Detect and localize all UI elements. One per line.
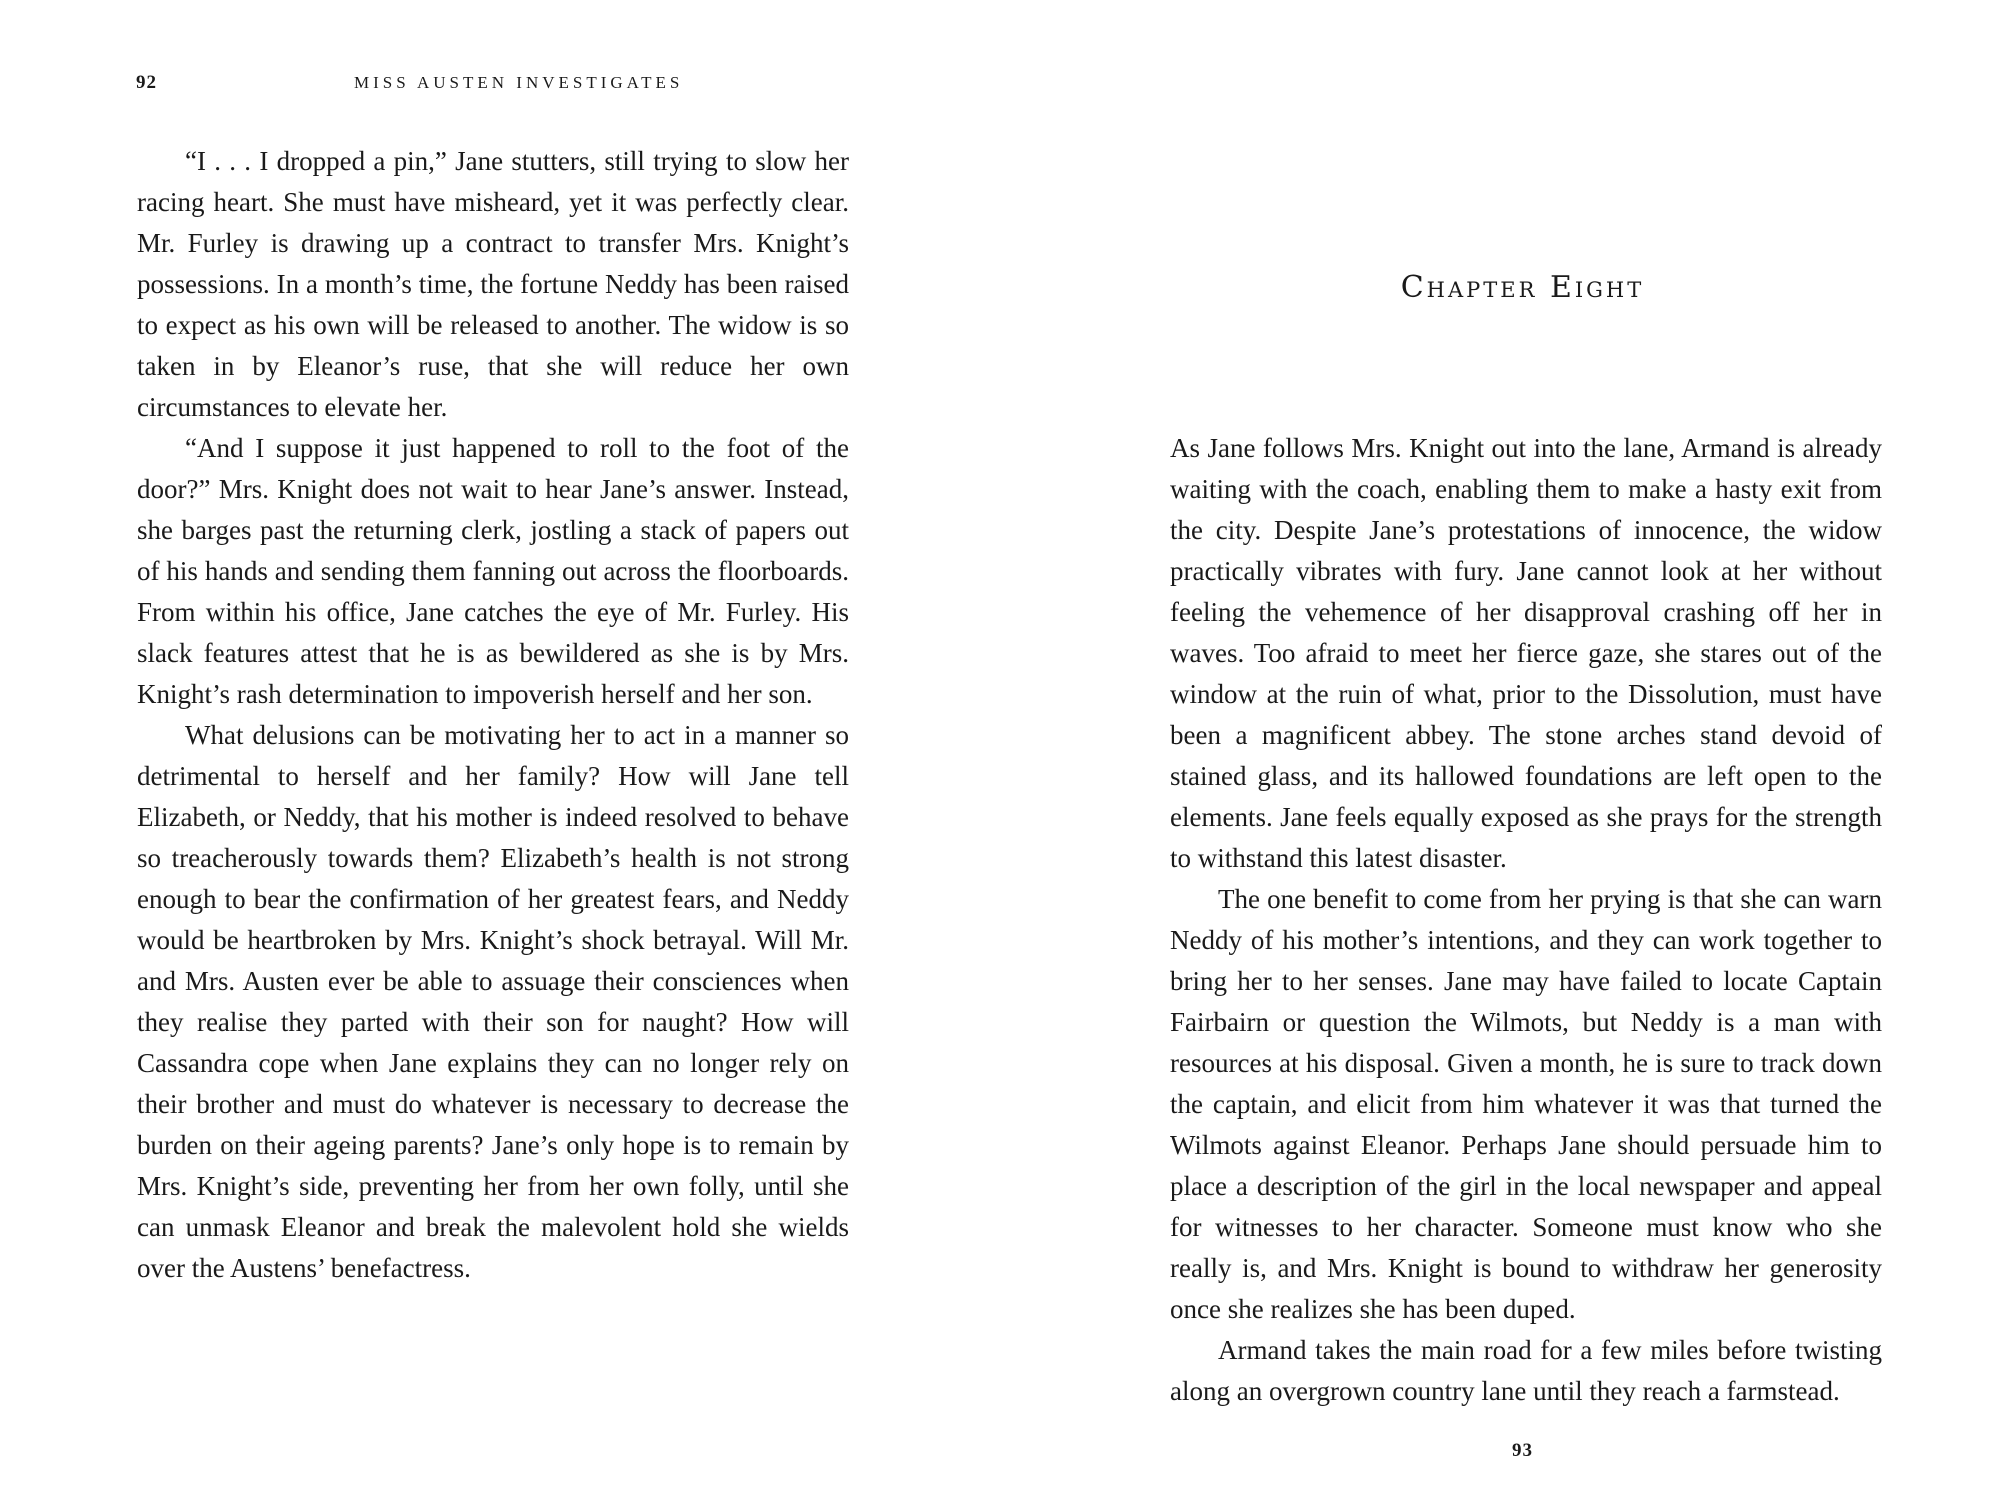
paragraph: “And I suppose it just happened to roll to the foot of the door?” Mrs. Knight does not wait to hear Jane’s answer. Instead, she barges past the returning clerk, jostling a stack of papers out of his hands and sending them fanning out across the floorboards. From within his office, Jane catches the eye of Mr. Furley. His slack features attest that he is as bewildered as she is by Mrs. Knight’s rash determination to impoverish herself and her son. <box>137 433 849 709</box>
running-head <box>136 72 856 102</box>
page-number: 92 <box>136 72 157 93</box>
book-title-running-head: MISS AUSTEN INVESTIGATES <box>354 73 684 92</box>
paragraph: “I . . . I dropped a pin,” Jane stutters, still trying to slow her racing heart. She must have misheard, yet it was perfectly clear. Mr. Furley is drawing up a contract to transfer Mrs. Knight’s possessions. In a month’s time, the fortune Neddy has been raised to expect as his own will be released to another. The widow is so taken in by Eleanor’s ruse, that she will reduce her own circumstances to elevate her. <box>137 146 849 422</box>
page-number: 93 <box>1512 1440 1533 1461</box>
right-page-body <box>1170 428 1882 1412</box>
paragraph: The one benefit to come from her prying is that she can warn Neddy of his mother’s intentions, and they can work together to bring her to her senses. Jane may have failed to locate Captain Fairbairn or question the Wilmots, but Neddy is a man with resources at his disposal. Given a month, he is sure to track down the captain, and elicit from him whatever it was that turned the Wilmots against Eleanor. Perhaps Jane should persuade him to place a description of the girl in the local newspaper and appeal for witnesses to her character. Someone must know who she really is, and Mrs. Knight is bound to withdraw her generosity once she realizes she has been duped. <box>1170 884 1882 1324</box>
paragraph: Armand takes the main road for a few miles before twisting along an overgrown country lane until they reach a farmstead. <box>1170 1335 1882 1406</box>
right-page <box>1000 0 2000 1500</box>
paragraph: As Jane follows Mrs. Knight out into the lane, Armand is already waiting with the coach, enabling them to make a hasty exit from the city. Despite Jane’s protestations of innocence, the widow practically vibrates with fury. Jane cannot look at her without feeling the vehemence of her disapproval crashing off her in waves. Too afraid to meet her fierce gaze, she stares out of the window at the ruin of what, prior to the Dissolution, must have been a magnificent abbey. The stone arches stand devoid of stained glass, and its hallowed foundations are left open to the elements. Jane feels equally exposed as she prays for the strength to withstand this latest disaster. <box>1170 433 1882 873</box>
paragraph: What delusions can be motivating her to act in a manner so detrimental to herself and her family? How will Jane tell Elizabeth, or Neddy, that his mother is indeed resolved to behave so treacherously towards them? Elizabeth’s health is not strong enough to bear the confirmation of her greatest fears, and Neddy would be heartbroken by Mrs. Knight’s shock betrayal. Will Mr. and Mrs. Austen ever be able to assuage their consciences when they realise they parted with their son for naught? How will Cassandra cope when Jane explains they can no longer rely on their brother and must do whatever is necessary to decrease the burden on their ageing parents? Jane’s only hope is to remain by Mrs. Knight’s side, preventing her from her own folly, until she can unmask Eleanor and break the malevolent hold she wields over the Austens’ benefactress. <box>137 720 849 1283</box>
left-page-body <box>137 141 849 1289</box>
chapter-title: Chapter Eight <box>1400 270 1645 305</box>
